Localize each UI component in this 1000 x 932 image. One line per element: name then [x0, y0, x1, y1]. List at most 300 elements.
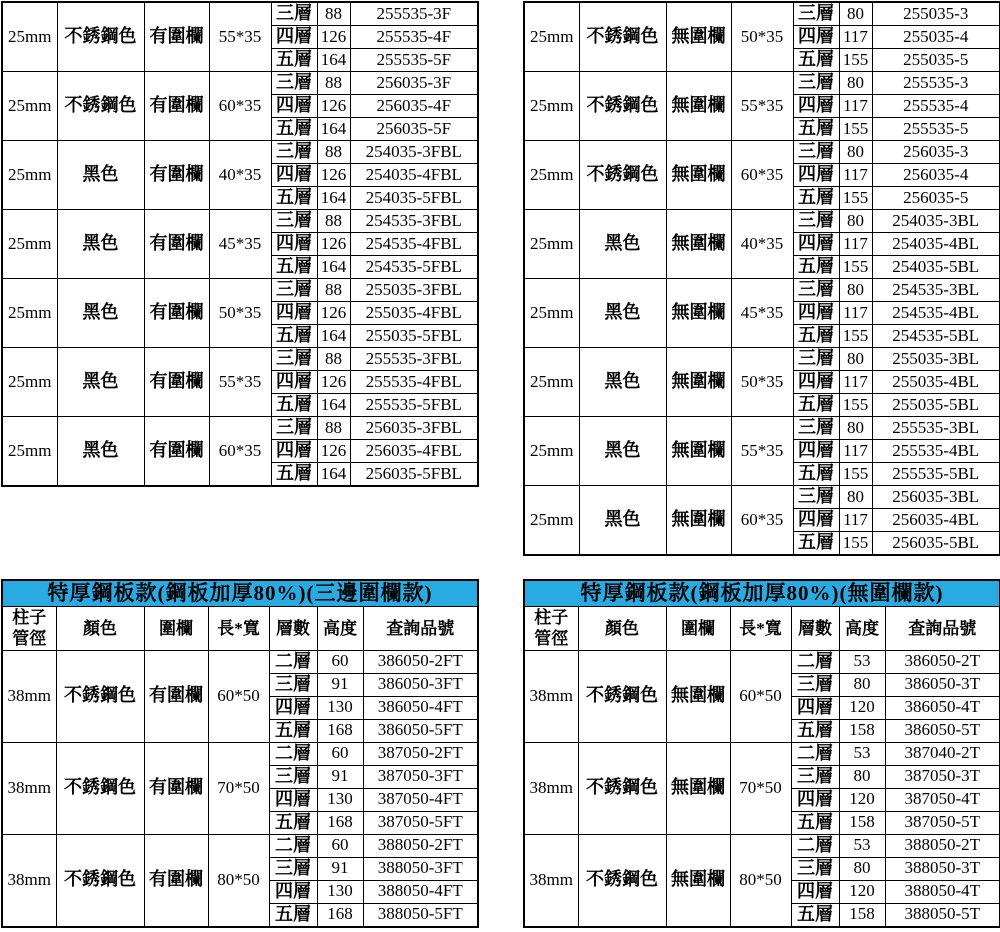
cell-tube-diameter: 38mm	[2, 834, 56, 927]
cell-product-code: 388050-3FT	[363, 857, 478, 880]
cell-height: 164	[317, 256, 350, 279]
cell-layer-count: 三層	[793, 2, 839, 26]
cell-layer-count: 二層	[791, 834, 839, 857]
cell-product-code: 255035-5	[872, 49, 1000, 72]
column-header-3: 長*寬	[208, 607, 269, 651]
cell-layer-count: 四層	[791, 788, 839, 811]
cell-product-code: 256035-3FBL	[350, 417, 478, 440]
cell-fence: 無圍欄	[666, 417, 731, 486]
cell-height: 164	[317, 325, 350, 348]
cell-size: 70*50	[208, 742, 269, 834]
cell-product-code: 254535-4FBL	[350, 233, 478, 256]
cell-layer-count: 四層	[791, 696, 839, 719]
cell-tube-diameter: 38mm	[524, 834, 578, 927]
cell-height: 168	[317, 811, 363, 834]
cell-fence: 有圍欄	[144, 2, 209, 72]
cell-color: 不銹鋼色	[579, 2, 666, 72]
cell-layer-count: 五層	[793, 463, 839, 486]
column-header-2: 圍欄	[666, 607, 730, 651]
cell-height: 155	[839, 187, 872, 210]
cell-product-code: 386050-5T	[885, 719, 1000, 742]
cell-product-code: 387050-3T	[885, 765, 1000, 788]
cell-layer-count: 三層	[271, 279, 317, 302]
cell-size: 45*35	[209, 210, 271, 279]
cell-height: 80	[839, 141, 872, 164]
cell-layer-count: 三層	[271, 348, 317, 371]
cell-height: 60	[317, 650, 363, 673]
cell-product-code: 387040-2T	[885, 742, 1000, 765]
cell-tube-diameter: 25mm	[2, 417, 57, 487]
cell-layer-count: 四層	[793, 302, 839, 325]
column-header-3: 長*寬	[730, 607, 791, 651]
cell-layer-count: 三層	[269, 673, 317, 696]
cell-height: 155	[839, 394, 872, 417]
cell-height: 164	[317, 463, 350, 487]
cell-product-code: 256035-4	[872, 164, 1000, 187]
cell-product-code: 255035-3	[872, 2, 1000, 26]
cell-tube-diameter: 25mm	[524, 2, 579, 72]
cell-color: 不銹鋼色	[579, 72, 666, 141]
cell-fence: 無圍欄	[666, 486, 731, 556]
cell-product-code: 256035-5	[872, 187, 1000, 210]
cell-height: 120	[839, 696, 885, 719]
cell-fence: 無圍欄	[666, 834, 730, 927]
cell-product-code: 255535-3FBL	[350, 348, 478, 371]
cell-product-code: 256035-5BL	[872, 532, 1000, 556]
cell-product-code: 386050-2FT	[363, 650, 478, 673]
cell-product-code: 255535-3BL	[872, 417, 1000, 440]
cell-layer-count: 二層	[791, 650, 839, 673]
table-row	[524, 279, 1000, 302]
cell-height: 53	[839, 742, 885, 765]
cell-color: 黑色	[57, 348, 144, 417]
cell-tube-diameter: 25mm	[524, 486, 579, 556]
cell-color: 黑色	[579, 279, 666, 348]
column-header-0: 柱子管徑	[524, 607, 578, 651]
cell-product-code: 387050-3FT	[363, 765, 478, 788]
cell-tube-diameter: 25mm	[524, 141, 579, 210]
column-header-1: 顏色	[578, 607, 666, 651]
cell-product-code: 255535-5BL	[872, 463, 1000, 486]
cell-layer-count: 四層	[791, 880, 839, 903]
cell-product-code: 388050-3T	[885, 857, 1000, 880]
cell-size: 60*35	[209, 417, 271, 487]
cell-product-code: 256035-4BL	[872, 509, 1000, 532]
table-bottom-right	[523, 579, 1000, 928]
cell-height: 80	[839, 417, 872, 440]
cell-product-code: 388050-4FT	[363, 880, 478, 903]
table-row	[524, 348, 1000, 371]
cell-layer-count: 四層	[793, 233, 839, 256]
cell-height: 88	[317, 141, 350, 164]
cell-color: 黑色	[579, 210, 666, 279]
cell-layer-count: 四層	[271, 95, 317, 118]
cell-height: 126	[317, 440, 350, 463]
cell-tube-diameter: 25mm	[524, 72, 579, 141]
cell-height: 91	[317, 765, 363, 788]
cell-layer-count: 五層	[271, 325, 317, 348]
cell-height: 60	[317, 742, 363, 765]
cell-fence: 有圍欄	[144, 279, 209, 348]
cell-height: 117	[839, 233, 872, 256]
cell-size: 50*35	[209, 279, 271, 348]
cell-layer-count: 四層	[269, 880, 317, 903]
cell-height: 88	[317, 279, 350, 302]
cell-color: 黑色	[57, 417, 144, 487]
cell-tube-diameter: 25mm	[2, 348, 57, 417]
cell-product-code: 386050-4T	[885, 696, 1000, 719]
cell-product-code: 388050-2FT	[363, 834, 478, 857]
cell-size: 80*50	[730, 834, 791, 927]
cell-product-code: 255035-4	[872, 26, 1000, 49]
cell-layer-count: 二層	[269, 742, 317, 765]
cell-product-code: 256035-5FBL	[350, 463, 478, 487]
cell-product-code: 387050-4T	[885, 788, 1000, 811]
cell-layer-count: 四層	[793, 509, 839, 532]
cell-layer-count: 五層	[269, 811, 317, 834]
cell-height: 117	[839, 440, 872, 463]
cell-size: 60*35	[731, 141, 793, 210]
cell-layer-count: 三層	[793, 279, 839, 302]
table-row	[524, 486, 1000, 509]
cell-layer-count: 三層	[271, 72, 317, 95]
cell-product-code: 386050-4FT	[363, 696, 478, 719]
cell-tube-diameter: 25mm	[2, 2, 57, 72]
cell-product-code: 254535-3BL	[872, 279, 1000, 302]
cell-height: 117	[839, 164, 872, 187]
cell-tube-diameter: 38mm	[524, 742, 578, 834]
cell-layer-count: 三層	[793, 141, 839, 164]
cell-layer-count: 五層	[793, 49, 839, 72]
cell-layer-count: 五層	[793, 325, 839, 348]
cell-product-code: 254535-5BL	[872, 325, 1000, 348]
cell-size: 55*35	[731, 417, 793, 486]
cell-product-code: 255035-5FBL	[350, 325, 478, 348]
cell-product-code: 256035-5F	[350, 118, 478, 141]
cell-height: 155	[839, 325, 872, 348]
cell-height: 117	[839, 95, 872, 118]
cell-fence: 有圍欄	[144, 72, 209, 141]
cell-layer-count: 五層	[271, 118, 317, 141]
cell-height: 88	[317, 2, 350, 26]
cell-color: 黑色	[57, 141, 144, 210]
cell-height: 126	[317, 233, 350, 256]
cell-layer-count: 五層	[791, 811, 839, 834]
cell-height: 158	[839, 719, 885, 742]
cell-layer-count: 五層	[271, 463, 317, 487]
cell-height: 80	[839, 486, 872, 509]
cell-height: 117	[839, 302, 872, 325]
cell-height: 80	[839, 2, 872, 26]
product-table-25mm-no-fence	[523, 1, 1000, 556]
cell-color: 不銹鋼色	[578, 742, 666, 834]
cell-color: 不銹鋼色	[57, 2, 144, 72]
table-title: 特厚鋼板款(鋼板加厚80%)(三邊圍欄款)	[2, 580, 478, 607]
cell-fence: 無圍欄	[666, 210, 731, 279]
cell-layer-count: 四層	[793, 95, 839, 118]
cell-product-code: 254035-4BL	[872, 233, 1000, 256]
cell-size: 80*50	[208, 834, 269, 927]
cell-product-code: 255035-4BL	[872, 371, 1000, 394]
table-row	[524, 2, 1000, 26]
cell-height: 130	[317, 880, 363, 903]
cell-height: 80	[839, 857, 885, 880]
cell-product-code: 255535-5F	[350, 49, 478, 72]
column-header-0: 柱子管徑	[2, 607, 56, 651]
cell-fence: 有圍欄	[144, 210, 209, 279]
cell-layer-count: 四層	[269, 696, 317, 719]
cell-product-code: 254535-5FBL	[350, 256, 478, 279]
cell-color: 不銹鋼色	[578, 650, 666, 742]
cell-product-code: 256035-3	[872, 141, 1000, 164]
cell-height: 60	[317, 834, 363, 857]
cell-height: 158	[839, 903, 885, 927]
cell-product-code: 386050-5FT	[363, 719, 478, 742]
cell-product-code: 255535-3	[872, 72, 1000, 95]
cell-layer-count: 五層	[793, 118, 839, 141]
cell-size: 60*35	[209, 72, 271, 141]
cell-layer-count: 三層	[793, 348, 839, 371]
cell-height: 80	[839, 348, 872, 371]
cell-layer-count: 三層	[793, 486, 839, 509]
cell-height: 164	[317, 187, 350, 210]
column-header-5: 高度	[839, 607, 885, 651]
cell-height: 80	[839, 279, 872, 302]
cell-layer-count: 三層	[271, 210, 317, 233]
cell-layer-count: 四層	[271, 302, 317, 325]
cell-product-code: 387050-5FT	[363, 811, 478, 834]
cell-tube-diameter: 25mm	[524, 210, 579, 279]
cell-height: 155	[839, 532, 872, 556]
cell-height: 168	[317, 903, 363, 927]
column-header-1: 顏色	[56, 607, 144, 651]
cell-layer-count: 五層	[791, 719, 839, 742]
cell-layer-count: 二層	[791, 742, 839, 765]
column-header-4: 層數	[269, 607, 317, 651]
cell-height: 53	[839, 834, 885, 857]
cell-product-code: 255535-4FBL	[350, 371, 478, 394]
cell-layer-count: 四層	[793, 26, 839, 49]
cell-size: 50*35	[731, 348, 793, 417]
cell-layer-count: 三層	[793, 417, 839, 440]
cell-tube-diameter: 25mm	[2, 141, 57, 210]
table-row	[2, 742, 478, 765]
cell-color: 黑色	[579, 486, 666, 556]
cell-product-code: 254535-4BL	[872, 302, 1000, 325]
cell-fence: 有圍欄	[144, 348, 209, 417]
cell-height: 126	[317, 302, 350, 325]
cell-layer-count: 五層	[271, 187, 317, 210]
cell-product-code: 255535-4	[872, 95, 1000, 118]
column-header-2: 圍欄	[144, 607, 208, 651]
cell-product-code: 388050-5T	[885, 903, 1000, 927]
cell-tube-diameter: 25mm	[524, 279, 579, 348]
cell-product-code: 255535-5FBL	[350, 394, 478, 417]
cell-product-code: 255035-3BL	[872, 348, 1000, 371]
cell-fence: 無圍欄	[666, 742, 730, 834]
cell-product-code: 255535-4BL	[872, 440, 1000, 463]
cell-size: 55*35	[209, 2, 271, 72]
cell-height: 155	[839, 49, 872, 72]
column-header-6: 查詢品號	[363, 607, 478, 651]
cell-product-code: 254035-5BL	[872, 256, 1000, 279]
cell-product-code: 255535-4F	[350, 26, 478, 49]
cell-height: 155	[839, 463, 872, 486]
cell-height: 130	[317, 788, 363, 811]
cell-product-code: 255035-4FBL	[350, 302, 478, 325]
cell-layer-count: 五層	[793, 256, 839, 279]
cell-height: 80	[839, 210, 872, 233]
cell-layer-count: 三層	[271, 2, 317, 26]
cell-height: 126	[317, 26, 350, 49]
cell-layer-count: 四層	[793, 440, 839, 463]
column-header-6: 查詢品號	[885, 607, 1000, 651]
cell-size: 55*35	[731, 72, 793, 141]
cell-tube-diameter: 25mm	[2, 279, 57, 348]
cell-layer-count: 四層	[269, 788, 317, 811]
cell-product-code: 386050-3FT	[363, 673, 478, 696]
cell-height: 91	[317, 857, 363, 880]
cell-height: 80	[839, 673, 885, 696]
cell-height: 164	[317, 49, 350, 72]
cell-height: 158	[839, 811, 885, 834]
cell-height: 88	[317, 210, 350, 233]
cell-layer-count: 三層	[791, 673, 839, 696]
cell-fence: 有圍欄	[144, 417, 209, 487]
table-top-left	[1, 1, 479, 487]
cell-size: 70*50	[730, 742, 791, 834]
table-row	[524, 417, 1000, 440]
table-row	[2, 72, 478, 95]
cell-size: 40*35	[731, 210, 793, 279]
table-row	[524, 742, 1000, 765]
cell-product-code: 388050-2T	[885, 834, 1000, 857]
cell-color: 不銹鋼色	[56, 834, 144, 927]
cell-layer-count: 四層	[271, 164, 317, 187]
cell-product-code: 255535-3F	[350, 2, 478, 26]
table-row	[524, 834, 1000, 857]
table-row	[2, 210, 478, 233]
cell-color: 黑色	[57, 279, 144, 348]
cell-tube-diameter: 38mm	[2, 650, 56, 742]
cell-fence: 無圍欄	[666, 348, 731, 417]
table-row	[2, 834, 478, 857]
cell-product-code: 387050-5T	[885, 811, 1000, 834]
cell-layer-count: 四層	[271, 440, 317, 463]
cell-fence: 無圍欄	[666, 279, 731, 348]
cell-height: 164	[317, 118, 350, 141]
cell-fence: 有圍欄	[144, 742, 208, 834]
cell-tube-diameter: 25mm	[524, 417, 579, 486]
cell-layer-count: 五層	[269, 903, 317, 927]
cell-height: 88	[317, 417, 350, 440]
product-table-38mm-with-fence	[1, 579, 479, 928]
cell-product-code: 387050-2FT	[363, 742, 478, 765]
table-row	[2, 141, 478, 164]
cell-fence: 無圍欄	[666, 72, 731, 141]
cell-layer-count: 五層	[271, 49, 317, 72]
cell-fence: 有圍欄	[144, 834, 208, 927]
cell-height: 126	[317, 164, 350, 187]
cell-height: 120	[839, 880, 885, 903]
cell-layer-count: 五層	[271, 256, 317, 279]
cell-product-code: 255535-5	[872, 118, 1000, 141]
cell-product-code: 254035-3BL	[872, 210, 1000, 233]
cell-tube-diameter: 25mm	[524, 348, 579, 417]
cell-product-code: 256035-4F	[350, 95, 478, 118]
table-bottom-left	[1, 579, 479, 928]
cell-color: 黑色	[57, 210, 144, 279]
table-row	[524, 210, 1000, 233]
cell-tube-diameter: 38mm	[524, 650, 578, 742]
cell-layer-count: 三層	[271, 141, 317, 164]
cell-layer-count: 四層	[271, 26, 317, 49]
column-header-5: 高度	[317, 607, 363, 651]
cell-fence: 無圍欄	[666, 650, 730, 742]
cell-color: 黑色	[579, 417, 666, 486]
cell-height: 120	[839, 788, 885, 811]
cell-product-code: 254035-4FBL	[350, 164, 478, 187]
cell-height: 126	[317, 371, 350, 394]
cell-fence: 有圍欄	[144, 141, 209, 210]
product-table-38mm-no-fence	[523, 579, 1000, 928]
cell-product-code: 388050-4T	[885, 880, 1000, 903]
cell-height: 80	[839, 72, 872, 95]
cell-height: 117	[839, 509, 872, 532]
cell-layer-count: 五層	[793, 187, 839, 210]
cell-height: 88	[317, 348, 350, 371]
cell-layer-count: 二層	[269, 650, 317, 673]
cell-size: 40*35	[209, 141, 271, 210]
cell-color: 黑色	[579, 348, 666, 417]
cell-size: 60*35	[731, 486, 793, 556]
cell-product-code: 256035-3F	[350, 72, 478, 95]
cell-size: 55*35	[209, 348, 271, 417]
cell-layer-count: 二層	[269, 834, 317, 857]
cell-product-code: 255035-3FBL	[350, 279, 478, 302]
product-table-25mm-with-fence	[1, 1, 479, 487]
cell-layer-count: 四層	[271, 233, 317, 256]
cell-layer-count: 三層	[269, 857, 317, 880]
cell-height: 88	[317, 72, 350, 95]
cell-layer-count: 三層	[791, 765, 839, 788]
cell-product-code: 254535-3FBL	[350, 210, 478, 233]
cell-product-code: 386050-2T	[885, 650, 1000, 673]
cell-color: 不銹鋼色	[579, 141, 666, 210]
cell-product-code: 387050-4FT	[363, 788, 478, 811]
cell-size: 60*50	[730, 650, 791, 742]
table-row	[2, 650, 478, 673]
cell-tube-diameter: 25mm	[2, 210, 57, 279]
cell-layer-count: 五層	[793, 394, 839, 417]
cell-layer-count: 三層	[793, 210, 839, 233]
cell-color: 不銹鋼色	[578, 834, 666, 927]
table-row	[524, 141, 1000, 164]
cell-layer-count: 四層	[793, 164, 839, 187]
cell-height: 164	[317, 394, 350, 417]
cell-product-code: 254035-5FBL	[350, 187, 478, 210]
table-title: 特厚鋼板款(鋼板加厚80%)(無圍欄款)	[524, 580, 1000, 607]
cell-fence: 無圍欄	[666, 2, 731, 72]
cell-layer-count: 三層	[271, 417, 317, 440]
cell-tube-diameter: 38mm	[2, 742, 56, 834]
cell-layer-count: 五層	[269, 719, 317, 742]
cell-layer-count: 五層	[793, 532, 839, 556]
cell-layer-count: 五層	[271, 394, 317, 417]
cell-height: 117	[839, 371, 872, 394]
table-row	[2, 279, 478, 302]
cell-size: 50*35	[731, 2, 793, 72]
